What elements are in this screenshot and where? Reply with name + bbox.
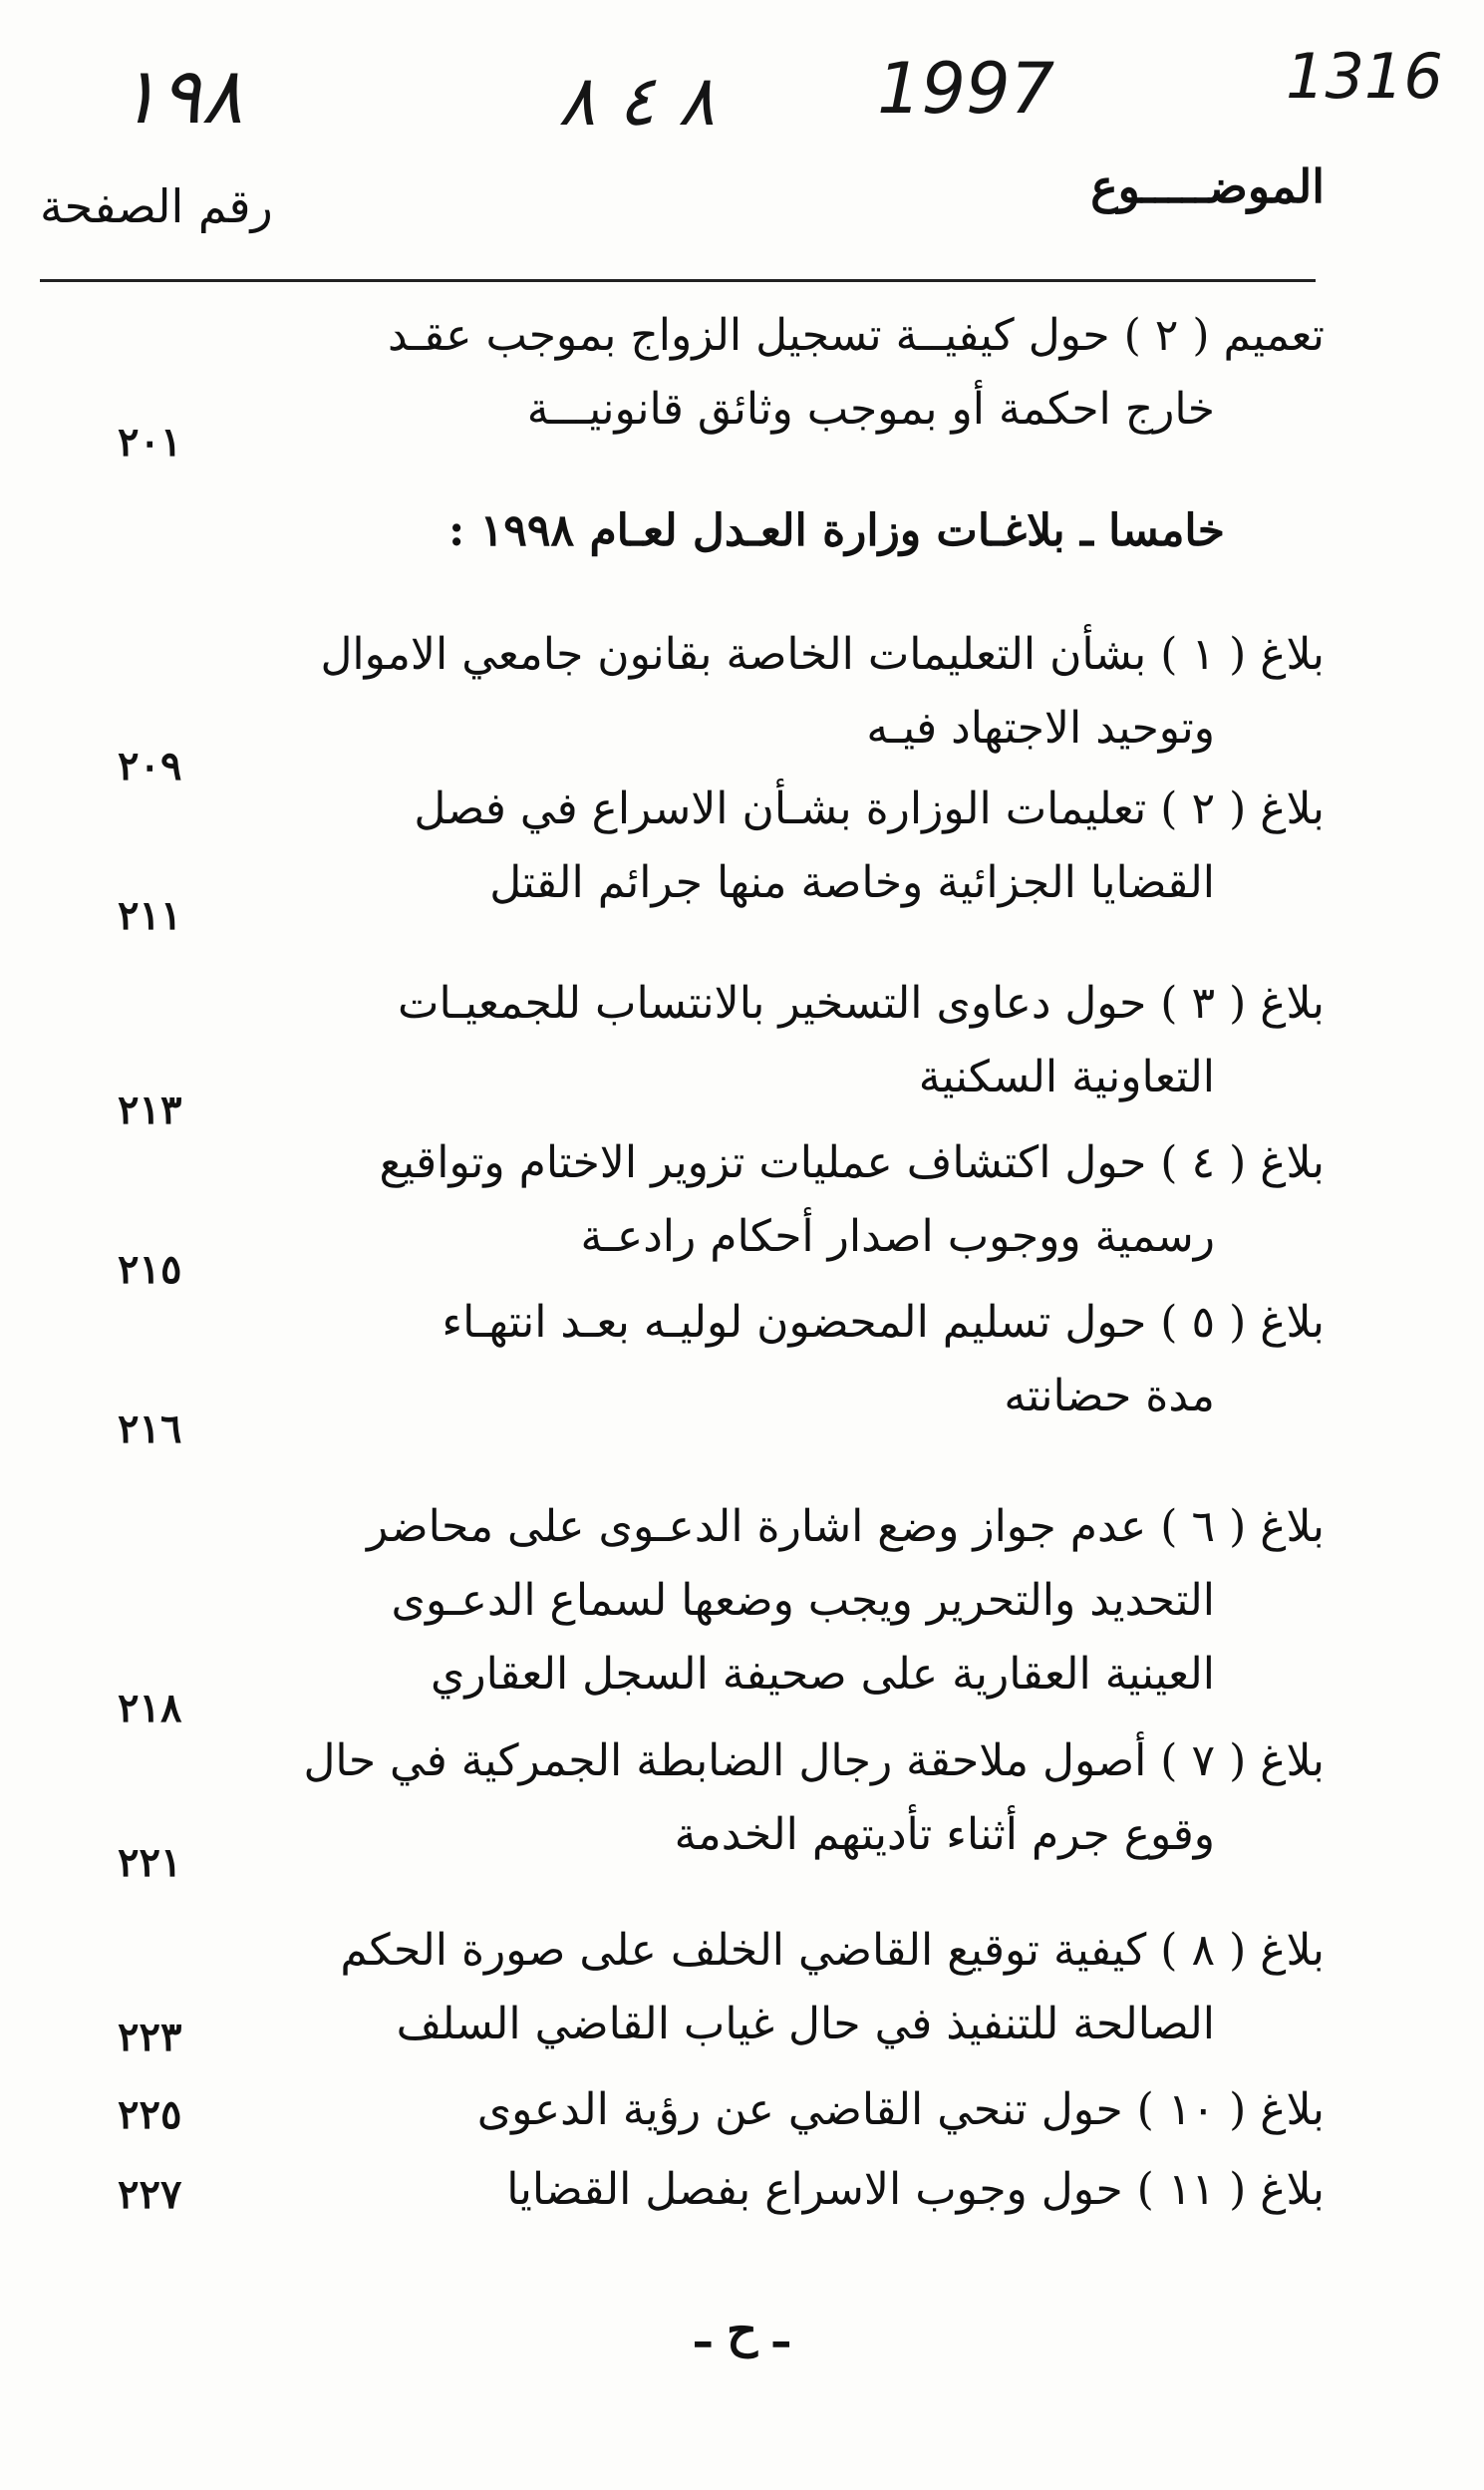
entry-line: بلاغ ( ٧ ) أصول ملاحقة رجال الضابطة الجمركية في حال: [303, 1735, 1325, 1786]
entry-line: العينية العقارية على صحيفة السجل العقاري: [430, 1649, 1215, 1700]
entry-page-number: ٢٠٩: [118, 743, 182, 789]
entry-line: بلاغ ( ١ ) بشأن التعليمات الخاصة بقانون جامعي الاموال: [320, 629, 1325, 680]
entry-line: وقوع جرم أثناء تأديتهم الخدمة: [674, 1809, 1215, 1860]
entry-line: بلاغ ( ٤ ) حول اكتشاف عمليات تزوير الاختام وتواقيع: [379, 1137, 1325, 1188]
toc-entry: [228, 299, 1325, 447]
entry-page-number: ٢١١: [118, 892, 182, 939]
entry-line: التعاونية السكنية: [918, 1052, 1215, 1102]
header-divider: [40, 279, 1316, 282]
toc-entry: [228, 2153, 1325, 2227]
toc-entry: [228, 1126, 1325, 1274]
entry-line: بلاغ ( ٦ ) عدم جواز وضع اشارة الدعـوى على محاضر: [367, 1501, 1325, 1552]
entry-line: خارج احكمة أو بموجب وثائق قانونيـــة: [526, 384, 1215, 435]
entry-line: التحديد والتحرير ويجب وضعها لسماع الدعـوى: [391, 1575, 1215, 1626]
column-header-page-number: رقم الصفحة: [40, 179, 273, 233]
entry-page-number: ٢١٦: [118, 1405, 182, 1452]
entry-line: مدة حضانته: [1004, 1371, 1215, 1421]
entry-page-number: ٢١٨: [118, 1685, 182, 1731]
entry-line: بلاغ ( ٢ ) تعليمات الوزارة بشـأن الاسراع في فصل: [414, 783, 1325, 834]
toc-entry: [228, 1914, 1325, 2061]
toc-entry: [228, 1724, 1325, 1872]
entry-line: بلاغ ( ٥ ) حول تسليم المحضون لوليـه بعـد انتهـاء: [442, 1297, 1325, 1348]
section-heading-text: خامسا ـ بلاغـات وزارة العـدل لعـام ١٩٩٨ :: [448, 505, 1225, 556]
handwritten-note-middle: ٨ ٤ ٨: [558, 60, 716, 142]
entry-line: القضايا الجزائية وخاصة منها جرائم القتل: [489, 857, 1215, 908]
handwritten-year: 1997: [877, 48, 1055, 130]
toc-entry: [228, 618, 1325, 766]
entry-line: بلاغ ( ١١ ) حول وجوب الاسراع بفصل القضايا: [506, 2164, 1325, 2215]
toc-entry: [228, 1490, 1325, 1712]
entry-line: تعميم ( ٢ ) حول كيفيــة تسجيل الزواج بموجب عقـد: [388, 310, 1325, 361]
section-heading: [448, 498, 1225, 564]
toc-entry: [228, 773, 1325, 920]
toc-entry: [228, 2073, 1325, 2147]
entry-line: الصالحة للتنفيذ في حال غياب القاضي السلف: [396, 1999, 1215, 2049]
entry-line: وتوحيد الاجتهاد فيـه: [866, 703, 1215, 754]
entry-page-number: ٢٢٧: [118, 2171, 182, 2218]
page-footer-marker: ـ ح ـ: [696, 2303, 788, 2358]
entry-page-number: ٢٢١: [118, 1839, 182, 1886]
toc-entry: [228, 1286, 1325, 1433]
entry-page-number: ٢٢٥: [118, 2091, 182, 2138]
entry-page-number: ٢٢٣: [118, 2014, 182, 2060]
column-header-topic: الموضـــــوع: [1090, 159, 1325, 213]
entry-line: رسمية ووجوب اصدار أحكام رادعـة: [580, 1211, 1215, 1262]
entry-line: بلاغ ( ٣ ) حول دعاوى التسخير بالانتساب للجمعيـات: [398, 978, 1325, 1029]
toc-entry: [228, 967, 1325, 1114]
handwritten-note-right: 1316: [1286, 40, 1443, 113]
entry-line: بلاغ ( ١٠ ) حول تنحي القاضي عن رؤية الدعوى: [476, 2084, 1325, 2135]
entry-page-number: ٢١٣: [118, 1087, 182, 1133]
entry-line: بلاغ ( ٨ ) كيفية توقيع القاضي الخلف على صورة الحكم: [340, 1925, 1325, 1976]
entry-page-number: ٢١٥: [118, 1246, 182, 1293]
handwritten-note-left: ١٩٨: [118, 52, 243, 142]
entry-page-number: ٢٠١: [118, 419, 182, 466]
